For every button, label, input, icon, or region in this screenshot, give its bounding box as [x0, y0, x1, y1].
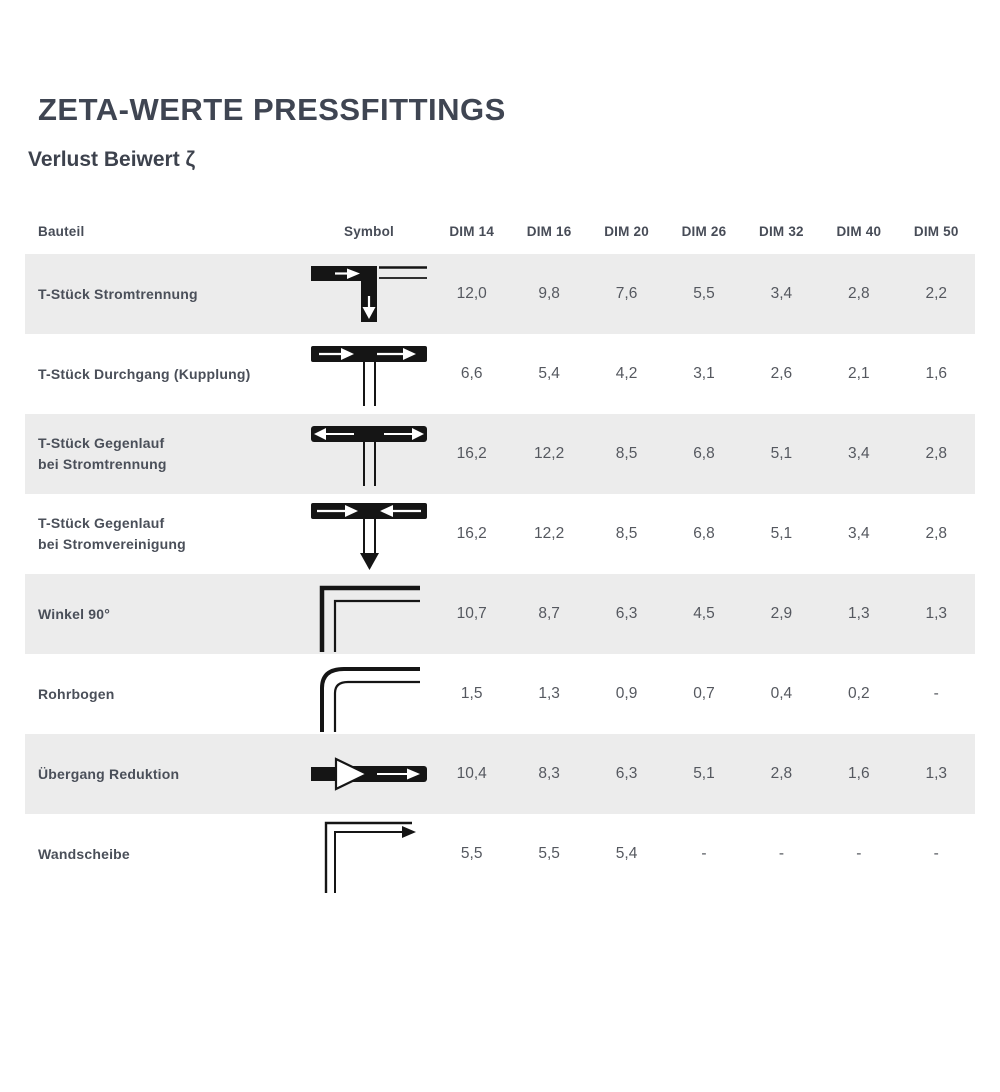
zeta-value: 2,1 [848, 365, 870, 382]
elbow-90-icon [305, 576, 433, 652]
table-row [25, 654, 975, 734]
zeta-value: 5,5 [693, 285, 715, 302]
column-header-dim26: DIM 26 [681, 223, 727, 239]
zeta-value: - [778, 845, 784, 862]
zeta-value: - [856, 845, 862, 862]
tee-counterflow-merge-icon [305, 495, 433, 573]
zeta-value: 3,4 [848, 525, 870, 542]
page-title: ZETA-WERTE PRESSFITTINGS [38, 92, 506, 127]
tee-flow-through-icon [305, 338, 433, 410]
zeta-value: 6,6 [460, 365, 483, 382]
column-header-dim14: DIM 14 [449, 223, 495, 239]
bauteil-label: T-Stück Gegenlauf bei Stromvereinigung [38, 515, 186, 552]
zeta-value: 12,2 [534, 525, 565, 542]
zeta-value: 8,5 [615, 445, 638, 462]
zeta-value: 6,3 [615, 765, 638, 782]
table-row [25, 414, 975, 494]
table-row [25, 334, 975, 414]
bauteil-label: T-Stück Gegenlauf bei Stromtrennung [38, 435, 167, 472]
zeta-value: 1,3 [925, 765, 948, 782]
zeta-value: 6,3 [615, 605, 638, 622]
zeta-values-table [25, 208, 975, 894]
bauteil-label: Wandscheibe [38, 845, 130, 862]
zeta-value: 0,9 [615, 685, 638, 702]
zeta-value: 5,4 [538, 365, 560, 382]
zeta-value: 10,7 [456, 605, 487, 622]
table-row [25, 574, 975, 654]
zeta-value: 8,5 [615, 525, 638, 542]
column-header-dim20: DIM 20 [604, 223, 649, 239]
table-row [25, 814, 975, 894]
zeta-value: 2,2 [925, 285, 948, 302]
tee-counterflow-split-icon [305, 418, 433, 490]
zeta-value: 6,8 [693, 445, 715, 462]
zeta-value: 2,8 [925, 525, 948, 542]
bauteil-label: Rohrbogen [38, 685, 115, 702]
column-header-bauteil: Bauteil [38, 223, 85, 239]
zeta-value: 3,4 [848, 445, 870, 462]
zeta-value: 2,8 [770, 765, 793, 782]
pipe-bend-icon [305, 656, 433, 732]
page-subtitle: Verlust Beiwert ζ [28, 148, 196, 171]
zeta-value: 1,6 [925, 365, 948, 382]
bauteil-label: T-Stück Durchgang (Kupplung) [38, 365, 251, 382]
zeta-value: 1,6 [848, 765, 870, 782]
table-row [25, 254, 975, 334]
bauteil-label: Übergang Reduktion [38, 765, 180, 782]
zeta-value: 12,2 [534, 445, 565, 462]
zeta-value: 8,7 [538, 605, 560, 622]
column-header-dim40: DIM 40 [836, 223, 882, 239]
table-row [25, 734, 975, 814]
column-header-dim32: DIM 32 [759, 223, 804, 239]
zeta-value: 3,1 [693, 365, 715, 382]
zeta-value: 2,9 [770, 605, 793, 622]
zeta-value: 8,3 [538, 765, 560, 782]
bauteil-label: Winkel 90° [38, 605, 111, 622]
bauteil-label: T-Stück Stromtrennung [38, 285, 198, 302]
column-header-dim16: DIM 16 [526, 223, 572, 239]
zeta-value: 16,2 [456, 445, 487, 462]
zeta-value: 1,5 [460, 685, 483, 702]
zeta-value: 10,4 [456, 765, 487, 782]
zeta-value: 1,3 [538, 685, 560, 702]
zeta-value: 5,5 [460, 845, 483, 862]
zeta-value: 5,4 [615, 845, 638, 862]
zeta-value: 0,4 [770, 685, 793, 702]
table-header-row [25, 208, 975, 254]
zeta-value: 6,8 [693, 525, 715, 542]
zeta-value: 0,7 [693, 685, 715, 702]
zeta-value: 5,1 [693, 765, 715, 782]
zeta-value: 2,8 [925, 445, 948, 462]
zeta-value: 12,0 [456, 285, 487, 302]
zeta-value: - [701, 845, 707, 862]
table-row [25, 494, 975, 574]
zeta-value: - [933, 685, 939, 702]
zeta-value: 7,6 [615, 285, 638, 302]
zeta-value: 1,3 [848, 605, 870, 622]
zeta-value: 16,2 [456, 525, 487, 542]
wall-plate-elbow-icon [305, 815, 433, 893]
zeta-value: 9,8 [538, 285, 560, 302]
reducer-icon [305, 757, 433, 791]
zeta-value: 4,2 [615, 365, 638, 382]
zeta-value: 2,8 [848, 285, 870, 302]
zeta-value: 0,2 [848, 685, 870, 702]
zeta-value: 5,1 [770, 445, 793, 462]
zeta-value: 2,6 [770, 365, 793, 382]
column-header-symbol: Symbol [344, 223, 394, 239]
column-header-dim50: DIM 50 [913, 223, 959, 239]
zeta-value: 5,1 [770, 525, 793, 542]
zeta-value: 1,3 [925, 605, 948, 622]
zeta-value: - [933, 845, 939, 862]
tee-flow-split-icon [305, 258, 433, 330]
zeta-value: 3,4 [770, 285, 793, 302]
page [0, 92, 1000, 894]
zeta-value: 5,5 [538, 845, 560, 862]
zeta-value: 4,5 [693, 605, 715, 622]
